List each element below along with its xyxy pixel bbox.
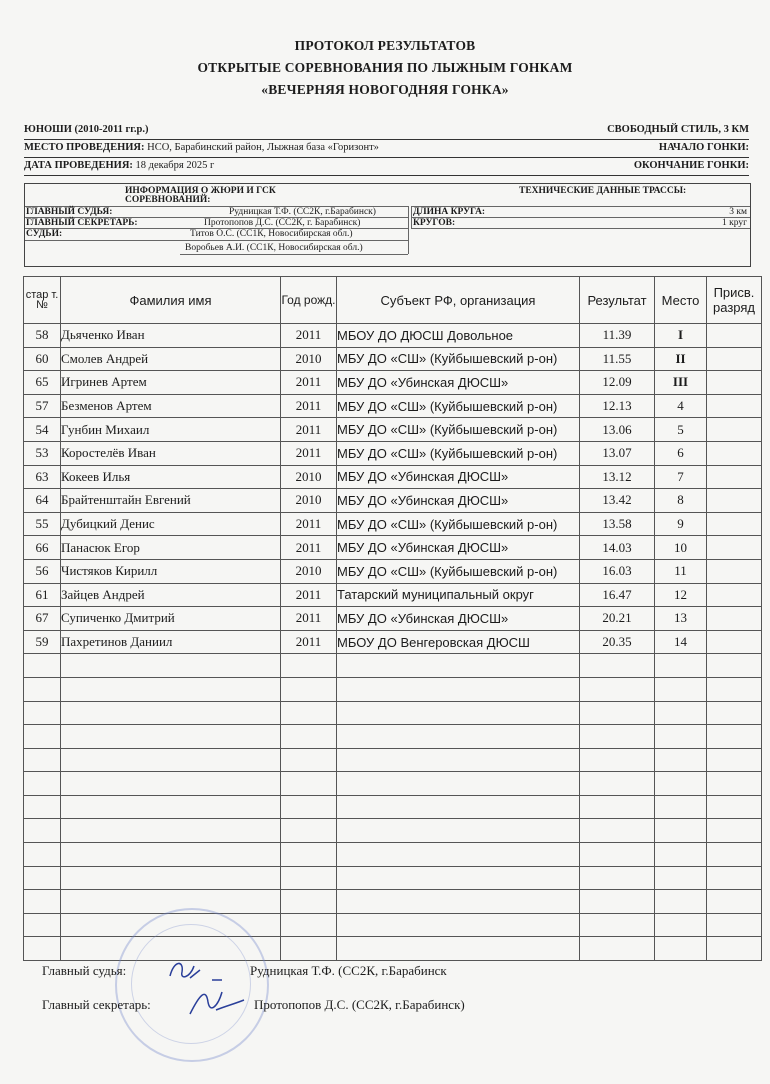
- cell-org: Татарский муниципальный округ: [337, 583, 580, 607]
- cell-rank: [707, 677, 762, 701]
- jury-title-2: СОРЕВНОВАНИЙ:: [125, 195, 211, 205]
- col-place: Место: [655, 277, 707, 324]
- col-org: Субъект РФ, организация: [337, 277, 580, 324]
- cell-rank: [707, 536, 762, 560]
- cell-rank: [707, 607, 762, 631]
- cell-rank: [707, 913, 762, 937]
- divider: [24, 157, 749, 158]
- table-row: [24, 559, 762, 583]
- cell-bib: [24, 701, 61, 725]
- cell-place: 11: [655, 559, 707, 583]
- divider: [180, 254, 408, 255]
- cell-bib: 67: [24, 607, 61, 631]
- cell-name: Дубицкий Денис: [61, 512, 281, 536]
- cell-org: МБУ ДО «Убинская ДЮСШ»: [337, 607, 580, 631]
- cell-name: Панасюк Егор: [61, 536, 281, 560]
- cell-place: 9: [655, 512, 707, 536]
- track-title: ТЕХНИЧЕСКИЕ ДАННЫЕ ТРАССЫ:: [519, 186, 687, 196]
- cell-result: 13.42: [580, 489, 655, 513]
- cell-rank: [707, 819, 762, 843]
- cell-name: Игринев Артем: [61, 371, 281, 395]
- cell-result: [580, 772, 655, 796]
- venue-value: НСО, Барабинский район, Лыжная база «Горизонт»: [147, 142, 379, 153]
- cell-place: 5: [655, 418, 707, 442]
- cell-place: [655, 937, 707, 961]
- cell-result: 13.12: [580, 465, 655, 489]
- table-row: [24, 536, 762, 560]
- cell-place: [655, 772, 707, 796]
- cell-org: МБУ ДО «Убинская ДЮСШ»: [337, 489, 580, 513]
- cell-year: 2011: [281, 607, 337, 631]
- judge-1: Титов О.С. (СС1К, Новосибирская обл.): [190, 229, 353, 239]
- cell-result: 13.06: [580, 418, 655, 442]
- cell-name: Дьяченко Иван: [61, 324, 281, 348]
- cell-result: [580, 795, 655, 819]
- divider: [24, 175, 749, 176]
- cell-name: [61, 772, 281, 796]
- cell-name: [61, 795, 281, 819]
- cell-rank: [707, 890, 762, 914]
- table-row: [24, 489, 762, 513]
- empty-row: [24, 677, 762, 701]
- title-line-1: ПРОТОКОЛ РЕЗУЛЬТАТОВ: [294, 38, 476, 53]
- cell-bib: 59: [24, 630, 61, 654]
- cell-result: [580, 654, 655, 678]
- cell-place: [655, 654, 707, 678]
- cell-place: 10: [655, 536, 707, 560]
- cell-bib: 60: [24, 347, 61, 371]
- divider: [25, 240, 408, 241]
- cell-result: 20.21: [580, 607, 655, 631]
- cell-place: 14: [655, 630, 707, 654]
- date-value: 18 декабря 2025 г: [135, 160, 215, 171]
- cell-org: МБУ ДО «СШ» (Куйбышевский р-он): [337, 441, 580, 465]
- cell-bib: [24, 890, 61, 914]
- empty-row: [24, 890, 762, 914]
- title-line-3: «ВЕЧЕРНЯЯ НОВОГОДНЯЯ ГОНКА»: [261, 82, 509, 97]
- table-row: [24, 583, 762, 607]
- cell-name: [61, 701, 281, 725]
- cell-rank: [707, 371, 762, 395]
- cell-result: 16.03: [580, 559, 655, 583]
- cell-rank: [707, 394, 762, 418]
- empty-row: [24, 819, 762, 843]
- table-row: [24, 324, 762, 348]
- cell-result: 20.35: [580, 630, 655, 654]
- chief-judge-sign-label: Главный судья:: [42, 963, 127, 978]
- cell-rank: [707, 701, 762, 725]
- lap-value: 3 км: [729, 207, 747, 217]
- table-row: [24, 347, 762, 371]
- col-name: Фамилия имя: [61, 277, 281, 324]
- cell-name: Кокеев Илья: [61, 465, 281, 489]
- cell-rank: [707, 937, 762, 961]
- cell-year: 2011: [281, 324, 337, 348]
- venue-row: [24, 142, 749, 153]
- cell-place: [655, 677, 707, 701]
- title-line-2: ОТКРЫТЫЕ СОРЕВНОВАНИЯ ПО ЛЫЖНЫМ ГОНКАМ: [197, 60, 573, 75]
- cell-rank: [707, 866, 762, 890]
- cell-year: [281, 654, 337, 678]
- cell-year: 2011: [281, 536, 337, 560]
- cell-place: I: [655, 324, 707, 348]
- cell-year: 2010: [281, 559, 337, 583]
- laps-label: КРУГОВ:: [413, 218, 456, 228]
- cell-org: МБУ ДО «СШ» (Куйбышевский р-он): [337, 559, 580, 583]
- cell-result: [580, 725, 655, 749]
- cell-result: [580, 890, 655, 914]
- table-row: [24, 607, 762, 631]
- cell-name: Смолев Андрей: [61, 347, 281, 371]
- col-result: Результат: [580, 277, 655, 324]
- cell-year: [281, 725, 337, 749]
- cell-bib: [24, 677, 61, 701]
- cell-rank: [707, 772, 762, 796]
- cell-year: [281, 677, 337, 701]
- col-rank: Присв. разряд: [707, 277, 762, 324]
- chief-judge-sign-value: Рудницкая Т.Ф. (СС2К, г.Барабинск: [250, 963, 447, 978]
- cell-bib: [24, 725, 61, 749]
- cell-place: 12: [655, 583, 707, 607]
- cell-place: 4: [655, 394, 707, 418]
- cell-org: [337, 843, 580, 867]
- table-row: [24, 630, 762, 654]
- divider: [24, 139, 749, 140]
- cell-bib: 63: [24, 465, 61, 489]
- cell-place: III: [655, 371, 707, 395]
- cell-year: [281, 843, 337, 867]
- info-box: [24, 183, 751, 267]
- judge-2: Воробьев А.И. (СС1К, Новосибирская обл.): [185, 243, 363, 253]
- cell-rank: [707, 630, 762, 654]
- cell-year: 2011: [281, 418, 337, 442]
- cell-result: 11.55: [580, 347, 655, 371]
- empty-row: [24, 701, 762, 725]
- cell-org: [337, 725, 580, 749]
- cell-org: МБУ ДО «СШ» (Куйбышевский р-он): [337, 394, 580, 418]
- cell-name: [61, 677, 281, 701]
- cell-name: [61, 748, 281, 772]
- race-style: СВОБОДНЫЙ СТИЛЬ, 3 КМ: [607, 124, 749, 135]
- judges-label: СУДЬИ:: [26, 229, 63, 239]
- cell-result: [580, 819, 655, 843]
- cell-year: 2011: [281, 630, 337, 654]
- chief-secretary-label: ГЛАВНЫЙ СЕКРЕТАРЬ:: [26, 218, 138, 228]
- cell-org: [337, 913, 580, 937]
- cell-org: МБУ ДО «СШ» (Куйбышевский р-он): [337, 512, 580, 536]
- cell-rank: [707, 559, 762, 583]
- cell-org: МБОУ ДО Венгеровская ДЮСШ: [337, 630, 580, 654]
- cell-org: [337, 937, 580, 961]
- cell-result: 12.09: [580, 371, 655, 395]
- cell-name: Безменов Артем: [61, 394, 281, 418]
- cell-name: Брайтенштайн Евгений: [61, 489, 281, 513]
- cell-org: МБУ ДО «СШ» (Куйбышевский р-он): [337, 418, 580, 442]
- cell-place: 8: [655, 489, 707, 513]
- cell-rank: [707, 654, 762, 678]
- cell-place: [655, 748, 707, 772]
- cell-result: [580, 843, 655, 867]
- divider: [411, 217, 750, 218]
- chief-secretary-signature: [182, 984, 252, 1020]
- cell-name: [61, 725, 281, 749]
- cell-org: МБУ ДО «Убинская ДЮСШ»: [337, 465, 580, 489]
- cell-year: 2011: [281, 583, 337, 607]
- cell-result: [580, 866, 655, 890]
- cell-name: Супиченко Дмитрий: [61, 607, 281, 631]
- cell-place: II: [655, 347, 707, 371]
- cell-year: [281, 795, 337, 819]
- cell-org: [337, 701, 580, 725]
- cell-name: Зайцев Андрей: [61, 583, 281, 607]
- cell-rank: [707, 725, 762, 749]
- cell-bib: 65: [24, 371, 61, 395]
- cell-rank: [707, 489, 762, 513]
- cell-result: [580, 677, 655, 701]
- cell-year: [281, 748, 337, 772]
- cell-result: 12.13: [580, 394, 655, 418]
- cell-bib: 64: [24, 489, 61, 513]
- chief-secretary-value: Протопопов Д.С. (СС2К, г. Барабинск): [204, 218, 361, 228]
- age-group: ЮНОШИ (2010-2011 гг.р.): [24, 124, 149, 135]
- cell-org: [337, 772, 580, 796]
- cell-bib: 55: [24, 512, 61, 536]
- group-row: [24, 124, 749, 135]
- cell-name: [61, 654, 281, 678]
- table-header-row: [24, 277, 762, 324]
- end-label: ОКОНЧАНИЕ ГОНКИ:: [633, 160, 749, 171]
- cell-result: 16.47: [580, 583, 655, 607]
- jury-title: ИНФОРМАЦИЯ О ЖЮРИ И ГСК: [125, 186, 276, 196]
- cell-org: [337, 890, 580, 914]
- cell-year: [281, 937, 337, 961]
- cell-place: 6: [655, 441, 707, 465]
- table-row: [24, 418, 762, 442]
- cell-result: [580, 913, 655, 937]
- cell-place: [655, 701, 707, 725]
- cell-place: [655, 725, 707, 749]
- cell-result: 11.39: [580, 324, 655, 348]
- col-bib: стар т. №: [24, 277, 61, 324]
- chief-judge-signature: [160, 952, 240, 986]
- cell-place: 7: [655, 465, 707, 489]
- cell-bib: [24, 748, 61, 772]
- table-row: [24, 465, 762, 489]
- date-label: ДАТА ПРОВЕДЕНИЯ:: [24, 160, 133, 171]
- divider: [408, 206, 409, 254]
- results-table: [23, 276, 762, 961]
- chief-judge-value: Рудницкая Т.Ф. (СС2К, г.Барабинск): [229, 207, 376, 217]
- cell-bib: 56: [24, 559, 61, 583]
- cell-org: [337, 866, 580, 890]
- cell-year: [281, 701, 337, 725]
- cell-org: МБУ ДО «СШ» (Куйбышевский р-он): [337, 347, 580, 371]
- chief-secretary-sign-value: Протопопов Д.С. (СС2К, г.Барабинск): [254, 997, 465, 1012]
- cell-result: [580, 748, 655, 772]
- cell-result: 14.03: [580, 536, 655, 560]
- cell-name: [61, 819, 281, 843]
- date-row: [24, 160, 749, 171]
- cell-result: 13.07: [580, 441, 655, 465]
- cell-org: [337, 654, 580, 678]
- cell-place: [655, 795, 707, 819]
- table-row: [24, 512, 762, 536]
- empty-row: [24, 772, 762, 796]
- cell-rank: [707, 748, 762, 772]
- table-row: [24, 441, 762, 465]
- chief-secretary-sign-label: Главный секретарь:: [42, 997, 151, 1012]
- cell-org: МБУ ДО «Убинская ДЮСШ»: [337, 371, 580, 395]
- cell-org: МБУ ДО «Убинская ДЮСШ»: [337, 536, 580, 560]
- cell-year: [281, 866, 337, 890]
- cell-bib: 58: [24, 324, 61, 348]
- cell-year: [281, 890, 337, 914]
- cell-bib: 57: [24, 394, 61, 418]
- empty-row: [24, 748, 762, 772]
- empty-row: [24, 654, 762, 678]
- cell-org: МБОУ ДО ДЮСШ Довольное: [337, 324, 580, 348]
- empty-row: [24, 795, 762, 819]
- divider: [411, 206, 412, 229]
- cell-year: 2010: [281, 465, 337, 489]
- cell-name: Пахретинов Даниил: [61, 630, 281, 654]
- empty-row: [24, 843, 762, 867]
- cell-year: 2011: [281, 512, 337, 536]
- cell-result: [580, 937, 655, 961]
- cell-year: 2010: [281, 489, 337, 513]
- cell-rank: [707, 795, 762, 819]
- cell-bib: 66: [24, 536, 61, 560]
- cell-year: [281, 913, 337, 937]
- col-year: Год рожд.: [281, 277, 337, 324]
- cell-year: 2010: [281, 347, 337, 371]
- cell-rank: [707, 843, 762, 867]
- divider: [411, 228, 750, 229]
- cell-rank: [707, 512, 762, 536]
- cell-bib: 61: [24, 583, 61, 607]
- cell-rank: [707, 583, 762, 607]
- cell-result: [580, 701, 655, 725]
- cell-rank: [707, 418, 762, 442]
- cell-name: Гунбин Михаил: [61, 418, 281, 442]
- cell-bib: [24, 913, 61, 937]
- cell-year: 2011: [281, 371, 337, 395]
- cell-rank: [707, 441, 762, 465]
- cell-name: [61, 843, 281, 867]
- cell-name: [61, 866, 281, 890]
- cell-place: [655, 843, 707, 867]
- cell-org: [337, 795, 580, 819]
- laps-value: 1 круг: [721, 218, 747, 228]
- cell-place: [655, 890, 707, 914]
- start-label: НАЧАЛО ГОНКИ:: [658, 142, 749, 153]
- cell-rank: [707, 465, 762, 489]
- cell-org: [337, 748, 580, 772]
- cell-year: [281, 819, 337, 843]
- cell-year: 2011: [281, 441, 337, 465]
- cell-bib: [24, 866, 61, 890]
- cell-bib: 54: [24, 418, 61, 442]
- cell-rank: [707, 324, 762, 348]
- cell-place: 13: [655, 607, 707, 631]
- cell-bib: [24, 843, 61, 867]
- cell-place: [655, 819, 707, 843]
- cell-place: [655, 866, 707, 890]
- empty-row: [24, 866, 762, 890]
- table-row: [24, 394, 762, 418]
- empty-row: [24, 725, 762, 749]
- cell-org: [337, 819, 580, 843]
- table-row: [24, 371, 762, 395]
- cell-bib: [24, 772, 61, 796]
- cell-name: Чистяков Кирилл: [61, 559, 281, 583]
- cell-place: [655, 913, 707, 937]
- cell-org: [337, 677, 580, 701]
- cell-year: [281, 772, 337, 796]
- cell-bib: [24, 819, 61, 843]
- lap-label: ДЛИНА КРУГА:: [413, 207, 486, 217]
- cell-year: 2011: [281, 394, 337, 418]
- chief-judge-label: ГЛАВНЫЙ СУДЬЯ:: [26, 207, 113, 217]
- cell-bib: [24, 654, 61, 678]
- cell-name: Коростелёв Иван: [61, 441, 281, 465]
- cell-rank: [707, 347, 762, 371]
- cell-bib: 53: [24, 441, 61, 465]
- cell-result: 13.58: [580, 512, 655, 536]
- cell-bib: [24, 937, 61, 961]
- cell-bib: [24, 795, 61, 819]
- venue-label: МЕСТО ПРОВЕДЕНИЯ:: [24, 142, 145, 153]
